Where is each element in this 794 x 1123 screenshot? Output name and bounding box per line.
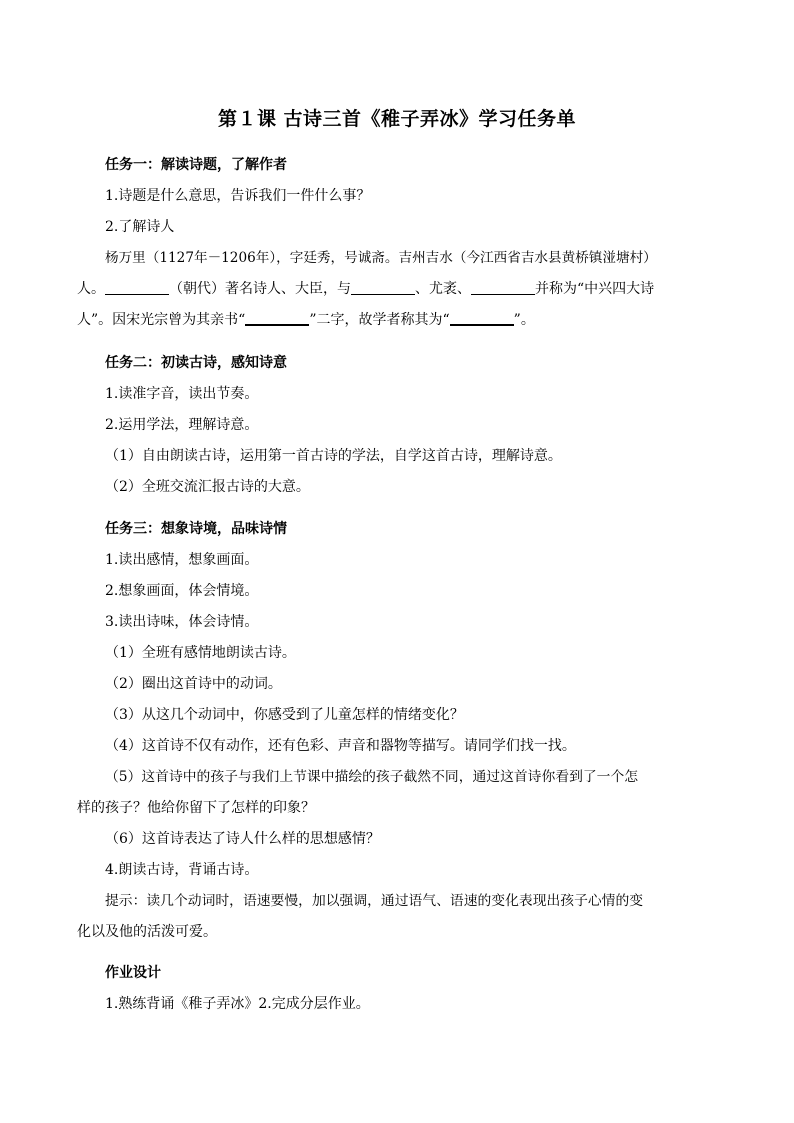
bio-text-b: （朝代）著名诗人、大臣，与	[169, 281, 351, 297]
bio-text-a: 人。	[77, 281, 105, 297]
author-bio-line-2	[77, 274, 723, 305]
task3-item-4: （1）全班有感情地朗读古诗。	[105, 645, 296, 661]
task3-heading: 任务三：想象诗境，品味诗情	[105, 521, 287, 537]
bio-text-e: 人”。因宋光宗曾为其亲书“	[77, 312, 246, 328]
tip-line-1: 提示：读几个动词时，语速要慢，加以强调，通过语气、语速的变化表现出孩子心情的变	[105, 893, 644, 909]
task2-item-1: 1.读准字音，读出节奏。	[105, 386, 259, 402]
blank-poet-1[interactable]	[351, 280, 415, 295]
homework-section	[105, 958, 723, 1020]
task1-section	[77, 150, 723, 336]
task3-item-5: （2）圈出这首诗中的动词。	[105, 676, 282, 692]
blank-inscription[interactable]	[245, 310, 309, 326]
homework-heading: 作业设计	[105, 965, 161, 981]
tip-line-2: 化以及他的活泼可爱。	[77, 924, 217, 940]
task3-item-8-line-1: （5）这首诗中的孩子与我们上节课中描绘的孩子截然不同，通过这首诗你看到了一个怎	[105, 769, 639, 785]
bio-text-d: 并称为“中兴四大诗	[535, 281, 655, 297]
task3-item-10: 4.朗读古诗，背诵古诗。	[105, 862, 259, 878]
author-bio-line-1: 杨万里（1127年－1206年），字廷秀，号诚斋。吉州吉水（今江西省吉水县黄桥镇湴塘村）	[105, 250, 657, 266]
task2-item-4: （2）全班交流汇报古诗的大意。	[105, 479, 310, 495]
task1-heading: 任务一：解读诗题，了解作者	[105, 157, 287, 173]
task1-question-1: 1.诗题是什么意思，告诉我们一件什么事？	[105, 188, 371, 204]
bio-text-c: 、尤袤、	[415, 281, 471, 297]
homework-line: 1.熟练背诵《稚子弄冰》2.完成分层作业。	[105, 996, 370, 1012]
task2-section	[105, 348, 723, 503]
task2-item-2: 2.运用学法，理解诗意。	[105, 417, 259, 433]
task3-item-6: （3）从这几个动词中，你感受到了儿童怎样的情绪变化？	[105, 707, 464, 723]
bio-text-g: ”。	[513, 312, 535, 328]
task1-question-2: 2.了解诗人	[105, 219, 175, 235]
page-title: 第１课 古诗三首《稚子弄冰》学习任务单	[217, 108, 577, 130]
task3-item-7: （4）这首诗不仅有动作，还有色彩、声音和器物等描写。请同学们找一找。	[105, 738, 576, 754]
task3-section	[77, 514, 723, 948]
task2-heading: 任务二：初读古诗，感知诗意	[105, 355, 287, 371]
blank-dynasty[interactable]	[105, 280, 169, 295]
task3-item-1: 1.读出感情，想象画面。	[105, 552, 259, 568]
blank-poet-2[interactable]	[471, 280, 535, 295]
task3-item-3: 3.读出诗味，体会诗情。	[105, 614, 259, 630]
task3-item-8-line-2: 样的孩子？他给你留下了怎样的印象？	[77, 800, 315, 816]
task3-item-9: （6）这首诗表达了诗人什么样的思想感情？	[105, 831, 380, 847]
bio-text-f: ”二字，故学者称其为“	[309, 312, 450, 328]
task3-item-2: 2.想象画面，体会情境。	[105, 583, 259, 599]
blank-title-name[interactable]	[450, 310, 514, 326]
author-bio-line-3	[77, 305, 723, 336]
task2-item-3: （1）自由朗读古诗，运用第一首古诗的学法，自学这首古诗，理解诗意。	[105, 448, 562, 464]
